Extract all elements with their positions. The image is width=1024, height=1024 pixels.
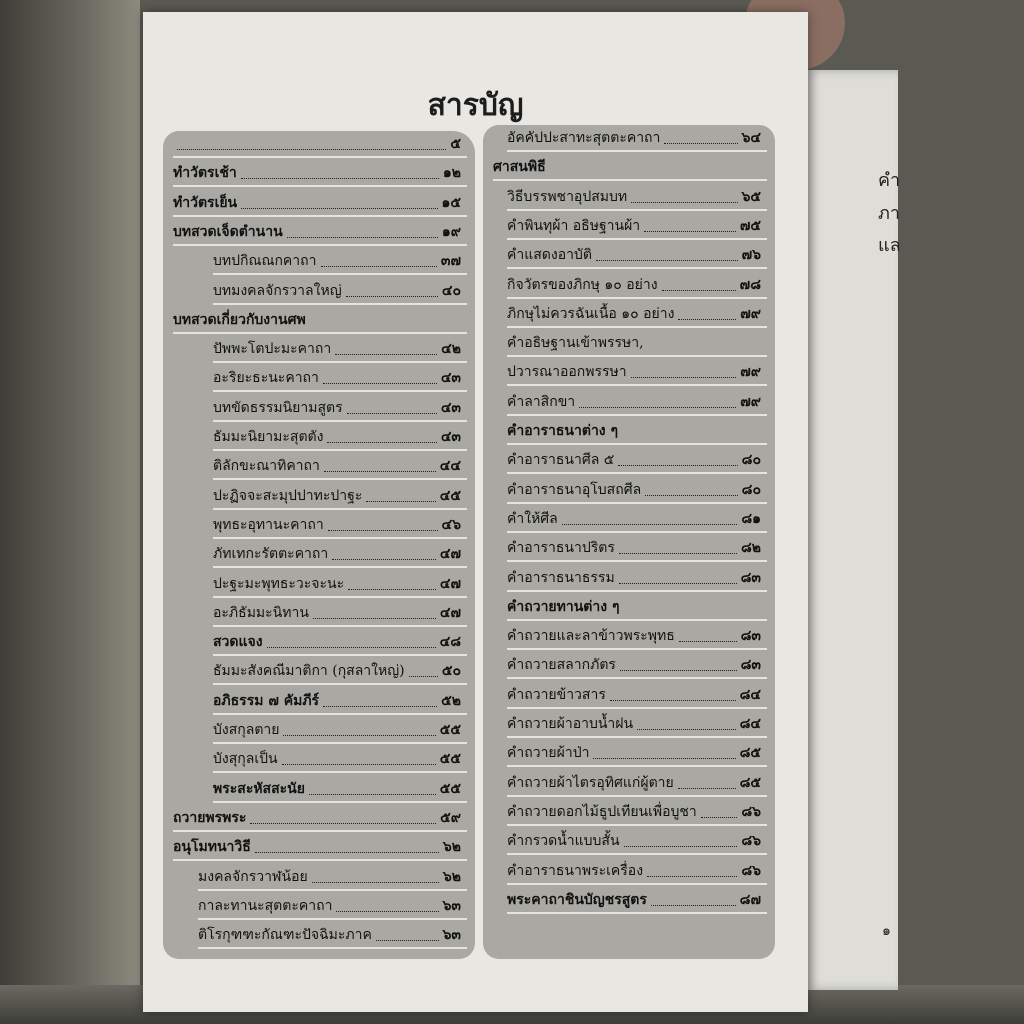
- toc-entry: [507, 885, 761, 911]
- toc-entry: [507, 240, 761, 266]
- dot-leader: [332, 559, 436, 560]
- dot-leader: [619, 553, 737, 554]
- toc-entry-label: คำแสดงอาบัติ: [507, 247, 592, 264]
- toc-entry-page: ๘๐: [741, 481, 761, 498]
- dot-leader: [593, 758, 735, 759]
- toc-entry-label: ติลักขะณาทิคาถา: [213, 458, 320, 475]
- toc-entry-page: ๘๐: [741, 452, 761, 469]
- dot-leader: [678, 319, 736, 320]
- toc-entry-label: พระสะหัสสะนัย: [213, 780, 305, 797]
- toc-entry-label: บทสวดเกี่ยวกับงานศพ: [173, 311, 306, 328]
- toc-entry-label: วิธีบรรพชาอุปสมบท: [507, 188, 628, 205]
- toc-entry-label: ปะฏิจจะสะมุปปาทะปาฐะ: [213, 487, 363, 504]
- toc-entry-page: ๔๘: [439, 634, 461, 651]
- background-left: [0, 0, 140, 1024]
- toc-entry-label: คำอาราธนาปริตร: [507, 540, 615, 557]
- toc-entry-page: ๘๕: [739, 745, 761, 762]
- toc-entry-page: ๗๖: [741, 247, 761, 264]
- toc-entry: [213, 744, 461, 770]
- toc-entry: [213, 246, 461, 272]
- toc-entry-page: ๑๙: [441, 223, 461, 240]
- dot-leader: [637, 729, 736, 730]
- toc-entry-page: ๗๙: [740, 393, 761, 410]
- toc-entry-label: คำอาราธนาพระเครื่อง: [507, 862, 644, 879]
- dot-leader: [267, 647, 436, 648]
- dot-leader: [651, 905, 736, 906]
- toc-entry: [213, 363, 461, 389]
- toc-entry-page: ๔๒: [441, 341, 461, 358]
- toc-entry-page: ๕๐: [441, 663, 461, 680]
- toc-entry: [213, 656, 461, 682]
- toc-entry-page: ๘๑: [741, 510, 761, 527]
- dot-leader: [662, 290, 736, 291]
- toc-entry: [507, 738, 761, 764]
- toc-entry-page: ๓๗: [440, 253, 461, 270]
- toc-entry-label: คำถวายข้าวสาร: [507, 686, 606, 703]
- toc-entry-label: ทำวัตรเช้า: [173, 165, 237, 182]
- dot-leader: [313, 618, 436, 619]
- toc-entry-label: อะภิธัมมะนิทาน: [213, 604, 309, 621]
- toc-entry-page: ๕๙: [440, 809, 461, 826]
- toc-entry-label: คำถวายผ้าอาบน้ำฝน: [507, 716, 634, 732]
- next-page-edge: [806, 70, 901, 990]
- toc-entry-page: ๘๖: [741, 833, 761, 850]
- toc-entry-label: คำถวายทานต่าง ๆ: [507, 598, 620, 615]
- toc-entry: [507, 357, 761, 383]
- toc-entry: [198, 891, 461, 917]
- dot-leader: [255, 852, 439, 853]
- toc-entry: [507, 856, 761, 882]
- toc-entry-page: ๔๔: [439, 458, 461, 475]
- dot-leader: [679, 641, 737, 642]
- toc-entry: [173, 129, 461, 155]
- toc-entry-label: ภัทเทกะรัตตะคาถา: [213, 546, 329, 563]
- toc-entry-label: มงคลจักรวาฬน้อย: [198, 868, 308, 885]
- dot-leader: [664, 143, 737, 144]
- dot-leader: [321, 266, 437, 267]
- toc-entry-page: ๖๒: [442, 868, 461, 885]
- dot-leader: [323, 383, 437, 384]
- dot-leader: [348, 589, 436, 590]
- toc-entry-label: ปวารณาออกพรรษา: [507, 364, 627, 381]
- dot-leader: [579, 407, 736, 408]
- toc-entry-label: คำอาราธนาธรรม: [507, 569, 615, 586]
- toc-entry-page: ๕๕: [439, 780, 461, 797]
- toc-entry: [507, 211, 761, 237]
- toc-entry-page: ๖๕: [741, 188, 761, 205]
- dot-leader: [328, 530, 438, 531]
- toc-entry-label: บังสกุลตาย: [213, 722, 280, 738]
- dot-leader: [624, 846, 738, 847]
- toc-entry: [213, 715, 461, 741]
- dot-leader: [366, 501, 435, 502]
- toc-entry: [198, 920, 461, 946]
- toc-entry-label: บทมงคลจักรวาลใหญ่: [213, 282, 342, 299]
- toc-entry: [173, 217, 461, 243]
- toc-entry: [213, 686, 461, 712]
- toc-entry: [507, 387, 761, 413]
- toc-entry-label: บังสุกุลเป็น: [213, 751, 278, 768]
- dot-leader: [327, 442, 436, 443]
- toc-entry-label: กาละทานะสุตตะคาถา: [198, 897, 333, 914]
- edge-text-4: ๑: [882, 923, 891, 939]
- dot-leader: [347, 413, 437, 414]
- toc-entry: [507, 270, 761, 296]
- toc-entry-label: พระคาถาชินบัญชรสูตร: [507, 891, 647, 908]
- toc-entry-page: ๖๓: [442, 927, 461, 944]
- dot-leader: [596, 260, 738, 261]
- toc-entry: [213, 510, 461, 536]
- toc-entry: [213, 393, 461, 419]
- dot-leader: [177, 149, 446, 150]
- row-divider: [198, 947, 467, 949]
- toc-entry-label: คำให้ศีล: [507, 510, 558, 527]
- dot-leader: [619, 583, 737, 584]
- toc-entry-label: อภิธรรม ๗ คัมภีร์: [213, 692, 320, 709]
- toc-entry-label: ปะฐะมะพุทธะวะจะนะ: [213, 575, 345, 592]
- toc-entry-page: ๖๓: [442, 897, 461, 914]
- dot-leader: [335, 354, 437, 355]
- toc-entry-page: ๘๒: [740, 540, 761, 557]
- toc-entry-label: คำอาราธนาอุโบสถศีล: [507, 481, 642, 498]
- toc-entry: [493, 152, 761, 178]
- toc-entry: [173, 803, 461, 829]
- toc-entry-page: ๘๖: [741, 862, 761, 879]
- toc-entry: [213, 627, 461, 653]
- toc-entry-label: อะริยะธะนะคาถา: [213, 370, 319, 387]
- toc-entry-label: คำถวายและลาข้าวพระพุทธ: [507, 628, 675, 645]
- toc-entry-page: ๔๗: [439, 546, 461, 563]
- toc-entry: [507, 650, 761, 676]
- toc-entry-label: คำลาสิกขา: [507, 393, 576, 410]
- toc-entry: [507, 826, 761, 852]
- dot-leader: [241, 208, 437, 209]
- toc-entry-label: อัคคัปปะสาทะสุตตะคาถา: [507, 130, 661, 146]
- dot-leader: [346, 296, 438, 297]
- toc-entry: [507, 768, 761, 794]
- toc-entry: [213, 598, 461, 624]
- toc-entry: [507, 533, 761, 559]
- toc-entry-label: คำถวายดอกไม้ธูปเทียนเพื่อบูชา: [507, 803, 697, 820]
- toc-entry: [173, 188, 461, 214]
- toc-entry-page: ๔๗: [439, 604, 461, 621]
- toc-entry: [198, 862, 461, 888]
- dot-leader: [323, 706, 437, 707]
- toc-entry: [507, 328, 761, 354]
- dot-leader: [376, 940, 439, 941]
- toc-entry: [507, 182, 761, 208]
- toc-entry: [507, 416, 761, 442]
- toc-entry: [507, 299, 761, 325]
- toc-entry-page: ๕๕: [439, 722, 461, 738]
- toc-entry-label: บทปกิณณกคาถา: [213, 253, 317, 270]
- toc-entry-page: ๘๓: [740, 628, 761, 645]
- dot-leader: [644, 231, 736, 232]
- dot-leader: [283, 735, 435, 736]
- toc-entry-label: บทขัดธรรมนิยามสูตร: [213, 399, 343, 416]
- toc-entry: [507, 445, 761, 471]
- toc-entry: [507, 592, 761, 618]
- dot-leader: [631, 377, 737, 378]
- dot-leader: [701, 817, 738, 818]
- toc-entry-page: ๑๒: [442, 165, 461, 182]
- edge-text-1: คำ: [878, 170, 901, 191]
- toc-entry-label: พุทธะอุทานะคาถา: [213, 516, 324, 533]
- toc-entry-page: ๔๕: [439, 487, 461, 504]
- toc-entry-label: ติโรกุฑฑะกัณฑะปัจฉิมะภาค: [198, 927, 372, 944]
- toc-entry-page: ๕๒: [441, 692, 461, 709]
- dot-leader: [312, 882, 439, 883]
- dot-leader: [287, 237, 438, 238]
- edge-text-2: ภา: [878, 203, 900, 224]
- dot-leader: [241, 178, 439, 179]
- toc-entry-page: ๘๔: [739, 686, 761, 703]
- dot-leader: [309, 794, 436, 795]
- toc-entry: [507, 475, 761, 501]
- toc-entry-page: ๘๓: [740, 657, 761, 674]
- dot-leader: [610, 700, 736, 701]
- toc-entry-page: ๔๗: [439, 575, 461, 592]
- toc-entry-page: ๘๕: [739, 774, 761, 791]
- toc-entry-label: บทสวดเจ็ดตำนาน: [173, 223, 283, 240]
- toc-entry-page: ๘๖: [741, 803, 761, 820]
- toc-entry-page: ๘๔: [739, 716, 761, 732]
- toc-entry-page: ๕: [450, 136, 461, 152]
- edge-text-3: แล: [878, 235, 901, 256]
- dot-leader: [618, 465, 737, 466]
- toc-entry-label: สวดแจง: [213, 634, 263, 651]
- dot-leader: [631, 202, 737, 203]
- toc-entry: [507, 123, 761, 149]
- toc-entry-label: ปัพพะโตปะมะคาถา: [213, 341, 332, 358]
- toc-entry: [213, 774, 461, 800]
- toc-entry-label: คำอธิษฐานเข้าพรรษา,: [507, 335, 644, 352]
- toc-entry-page: ๖๒: [442, 839, 461, 856]
- toc-entry-page: ๔๖: [441, 516, 461, 533]
- toc-entry-label: ธัมมะนิยามะสุตตัง: [213, 429, 324, 445]
- toc-entry-label: คำถวายผ้าไตรอุทิศแก่ผู้ตาย: [507, 774, 674, 791]
- toc-entry: [173, 158, 461, 184]
- toc-entry-label: ทำวัตรเย็น: [173, 194, 238, 211]
- dot-leader: [678, 788, 736, 789]
- toc-entry-page: ๘๓: [740, 569, 761, 586]
- toc-entry-page: ๕๕: [439, 751, 461, 768]
- row-divider: [507, 912, 767, 914]
- toc-entry-page: ๗๘: [739, 276, 761, 293]
- toc-entry-page: ๔๓: [440, 429, 461, 445]
- toc-entry-label: คำกรวดน้ำแบบสั้น: [507, 833, 620, 850]
- toc-entry-page: ๘๗: [739, 891, 761, 908]
- toc-entry-page: ๔๓: [440, 370, 461, 387]
- dot-leader: [250, 823, 436, 824]
- page-title: สารบัญ: [427, 88, 524, 123]
- toc-entry-label: คำถวายสลากภัตร: [507, 657, 616, 674]
- toc-entry: [507, 709, 761, 735]
- dot-leader: [620, 670, 737, 671]
- toc-entry: [213, 481, 461, 507]
- toc-entry-label: คำถวายผ้าป่า: [507, 745, 590, 762]
- dot-leader: [282, 764, 436, 765]
- toc-entry-label: ภิกษุไม่ควรฉันเนื้อ ๑๐ อย่าง: [507, 305, 675, 322]
- toc-entry: [213, 276, 461, 302]
- toc-entry: [213, 451, 461, 477]
- dot-leader: [336, 911, 438, 912]
- toc-entry: [507, 621, 761, 647]
- toc-entry-label: ธัมมะสังคณีมาติกา (กุสลาใหญ่): [213, 663, 405, 680]
- toc-entry: [173, 305, 461, 331]
- toc-entry-label: คำอาราธนาต่าง ๆ: [507, 423, 619, 439]
- toc-entry: [213, 539, 461, 565]
- dot-leader: [409, 676, 438, 677]
- toc-entry: [507, 680, 761, 706]
- toc-entry: [507, 797, 761, 823]
- toc-entry-page: ๗๙: [740, 364, 761, 381]
- toc-entry: [213, 422, 461, 448]
- toc-panel-left: [163, 131, 475, 959]
- toc-entry: [173, 832, 461, 858]
- dot-leader: [647, 876, 737, 877]
- toc-entry-page: ๗๙: [740, 305, 761, 322]
- toc-entry: [213, 569, 461, 595]
- toc-entry-page: ๔๓: [440, 399, 461, 416]
- toc-entry-label: คำพินทุผ้า อธิษฐานผ้า: [507, 217, 641, 234]
- toc-entry: [213, 334, 461, 360]
- toc-entry-label: คำอาราธนาศีล ๕: [507, 452, 615, 469]
- toc-entry-label: ถวายพรพระ: [173, 809, 247, 826]
- toc-entry-label: กิจวัตรของภิกษุ ๑๐ อย่าง: [507, 276, 658, 293]
- toc-entry-page: ๑๕: [441, 194, 461, 211]
- dot-leader: [645, 495, 737, 496]
- toc-entry-page: ๔๐: [441, 282, 461, 299]
- toc-entry-label: ศาสนพิธี: [493, 159, 546, 176]
- toc-entry: [507, 563, 761, 589]
- toc-entry: [507, 504, 761, 530]
- toc-entry-page: ๗๕: [739, 217, 761, 234]
- toc-entry-page: ๖๔: [741, 130, 761, 146]
- toc-panel-right: [483, 125, 775, 959]
- dot-leader: [562, 524, 738, 525]
- toc-entry-label: อนุโมทนาวิธี: [173, 839, 251, 856]
- dot-leader: [324, 471, 436, 472]
